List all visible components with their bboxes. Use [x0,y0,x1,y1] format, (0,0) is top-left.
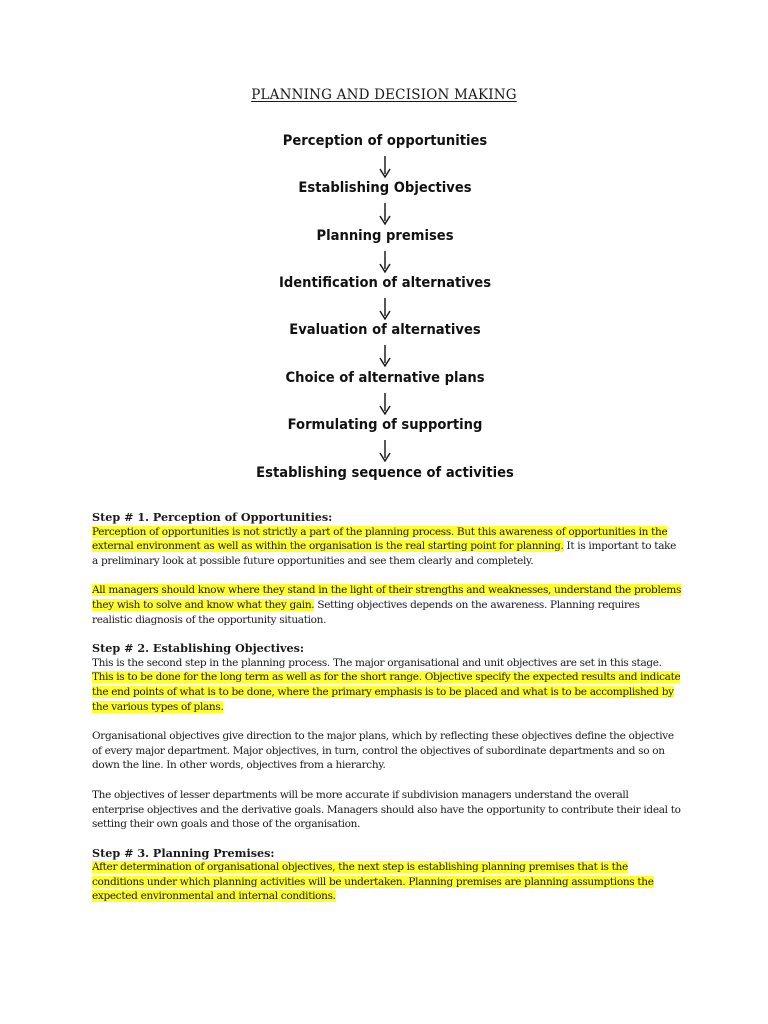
down-arrow-icon [376,393,394,415]
document-body [92,510,682,904]
paragraph [92,788,682,832]
down-arrow-icon [376,156,394,178]
section-heading-step-2: Step # 2. Establishing Objectives: [92,641,305,656]
down-arrow-icon [376,345,394,367]
diagram-step-8: Establishing sequence of activities [256,464,514,481]
diagram-step-4: Identification of alternatives [278,274,492,291]
planning-process-diagram [230,126,540,496]
diagram-step-2: Establishing Objectives [298,179,472,196]
highlighted-text: Perception of opportunities is not strictly a part of the planning process. But this awareness of opportunities in the external environment as well as within the organisation is the real starting point for planning. [92,525,668,553]
plain-text: This is the second step in the planning process. The major organisational and unit objectives are set in this stage. [92,656,662,669]
down-arrow-icon [376,440,394,462]
plain-text: Setting objectives depends on the awareness. Planning requires realistic diagnosis of the opportunity situation. [92,598,640,626]
diagram-step-5: Evaluation of alternatives [289,321,481,338]
plain-text: The objectives of lesser departments will be more accurate if subdivision managers understand the overall enterprise objectives and the derivative goals. Managers should also have the opportunity to contribute their ideal to setting their own goals and those of the organisation. [92,788,681,831]
section-heading-step-3: Step # 3. Planning Premises: [92,845,275,860]
section-heading-step-1: Step # 1. Perception of Opportunities: [92,510,333,524]
document-title: PLANNING AND DECISION MAKING [251,87,517,103]
highlighted-text: After determination of organisational objectives, the next step is establishing planning premises that is the conditions under which planning activities will be undertaken. Planning premises are planning assumptions the expected environmental and internal conditions. [92,861,654,903]
paragraph [92,525,682,569]
highlighted-text: This is to be done for the long term as well as for the short range. Objective specify the expected results and indicate the end points of what is to be done, where the primary emphasis is to be placed and what is to be accomplished by the various types of plans. [92,671,681,713]
diagram-step-1: Perception of opportunities [282,132,488,149]
plain-text: Organisational objectives give direction to the major plans, which by reflecting these objectives define the objective of every major department. Major objectives, in turn, control the objectives of subordinate departments and so on down the line. In other words, objectives from a hierarchy. [92,730,674,772]
down-arrow-icon [376,298,394,320]
down-arrow-icon [376,203,394,225]
paragraph [92,729,682,773]
highlighted-text: All managers should know where they stand in the light of their strengths and weaknesses, understand the problems they wish to solve and know what they gain. [92,584,682,611]
diagram-step-7: Formulating of supporting [287,416,483,433]
diagram-step-3: Planning premises [316,227,454,244]
diagram-step-6: Choice of alternative plans [285,369,485,386]
down-arrow-icon [376,251,394,273]
paragraph [92,583,682,627]
plain-text: It is important to take a preliminary look at possible future opportunities and see them clearly and completely. [92,540,677,567]
paragraph [92,656,682,714]
paragraph [92,860,682,904]
